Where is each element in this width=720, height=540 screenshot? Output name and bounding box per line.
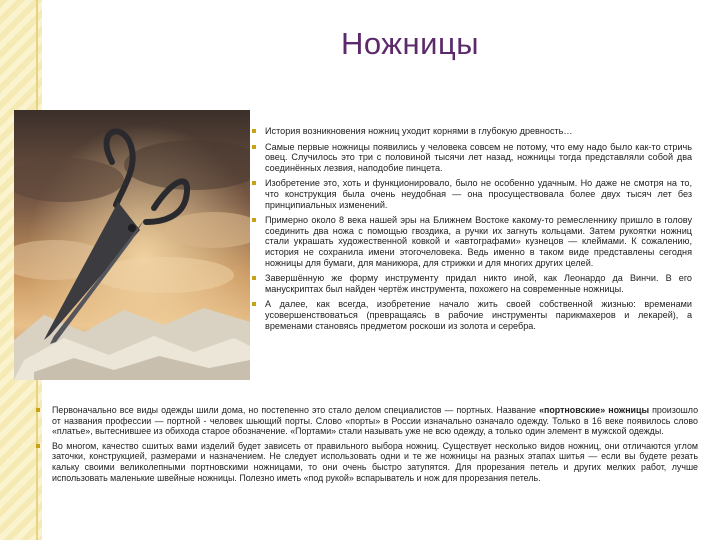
bullet-item: Во многом, качество сшитых вами изделий будет зависеть от правильного выбора ножниц. Существует несколько видов ножниц, они отличаются углом заточки, конструкцией, размерами и назначением. Не следует использовать одни и те же ножницы на разных этапах шитья — если вы будете резать кальку своими великолепными портновскими ножницами, то они очень быстро затупятся. Для прорезания петель и других мелких работ, лучше использовать маленькие швейные ножницы. Полезно иметь «под рукой» вспарыватель и нож для прорезания петель. — [36, 441, 698, 483]
slide-title: Ножницы — [341, 26, 479, 61]
bullet-item: Завершённую же форму инструменту придал никто иной, как Леонардо да Винчи. В его манускриптах был найден чертёж инструмента, похожего на современные ножницы. — [252, 273, 692, 294]
paragraph-text: Первоначально все виды одежды шили дома, но постепенно это стало делом специалистов — портных. Название — [52, 405, 540, 415]
bullet-item: Изобретение это, хоть и функционировало, было не особенно удачным. Но даже не смотря на то, что конструкция была очень неудобная — она просуществовала более двух тысяч лет без принципиальных изменений. — [252, 178, 692, 210]
bullet-item: История возникновения ножниц уходит корнями в глубокую древность… — [252, 126, 692, 137]
scissors-painting — [14, 110, 250, 380]
history-bullet-list — [252, 126, 692, 336]
tailoring-bullet-list — [36, 405, 698, 487]
bullet-item — [36, 405, 698, 437]
paragraph-text: произошло от названия профессии — портной - человек шьющий порты. Слово «порты» в России изначально означало одежду. Только в 16 веке появилось слово «платье», вытеснившее из обихода старое обозначение. «Портами» стали называть уже не всю одежду, а только один элемент в мужской одежды. — [52, 405, 699, 437]
bullet-item: Примерно около 8 века нашей эры на Ближнем Востоке какому-то ремесленнику пришло в голову соединить два ножа с помощью гвоздика, а ручки их загнуть кольцами. Затем рукоятки ножниц стали украшать художественной ковкой и «автографами» кузнецов — клеймами. К сожалению, история не сохранила имени этогочеловека. Ведь именно в таком виде представлены сегодня ножницы для бумаги, для маникюра, для стрижки и для многих других целей. — [252, 215, 692, 268]
bullet-item: А далее, как всегда, изобретение начало жить своей собственной жизнью: временами усовершенствоваться (превращаясь в рабочие инструменты парикмахеров и лекарей), а временами становясь предметом роскоши из золота и серебра. — [252, 299, 692, 331]
bullet-item: Самые первые ножницы появились у человека совсем не потому, что ему надо было как-то стричь овец. Случилось это три с половиной тысячи лет назад, ножницы тогда представляли собой два соединённых лезвия, наподобие пинцета. — [252, 142, 692, 174]
bold-term: «портновские» ножницы — [539, 405, 650, 415]
